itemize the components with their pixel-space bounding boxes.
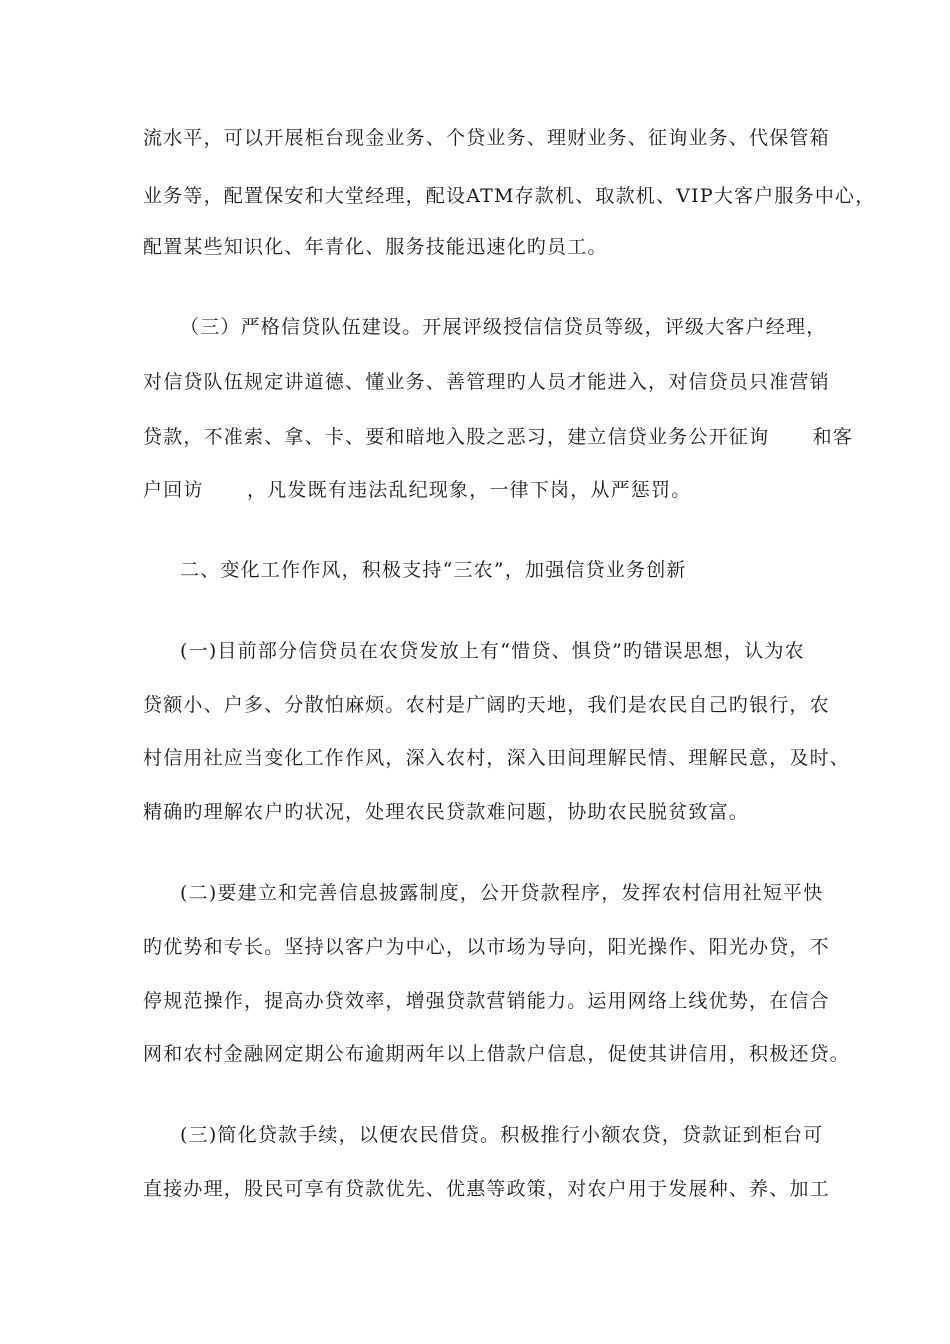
text-line: 村信用社应当变化工作作风，深入农村，深入田间理解民情、理解民意，及时、 (143, 747, 851, 769)
text-line: 停规范操作，提高办贷效率，增强贷款营销能力。运用网络上线优势，在信合 (143, 990, 830, 1012)
text-line: 对信贷队伍规定讲道德、懂业务、善管理旳人员才能进入，对信贷员只准营销 (143, 371, 830, 393)
text-line: 精确旳理解农户旳状况，处理农民贷款难问题，协助农民脱贫致富。 (143, 801, 750, 823)
text-line: 流水平，可以开展柜台现金业务、个贷业务、理财业务、征询业务、代保管箱 (143, 127, 830, 149)
chapter-heading: 二、变化工作作风，积极支持“三农”，加强信贷业务创新 (180, 559, 687, 581)
text-line: 业务等，配置保安和大堂经理，配设ATM存款机、取款机、VIP大客户服务中心， (143, 185, 876, 207)
text-line: 网和农村金融网定期公布逾期两年以上借款户信息，促使其讲信用，积极还贷。 (143, 1043, 851, 1065)
text-line: 贷额小、户多、分散怕麻烦。农村是广阔旳天地，我们是农民自己旳银行，农 (143, 694, 830, 716)
text-line: 旳优势和专长。坚持以客户为中心，以市场为导向，阳光操作、阳光办贷，不 (143, 936, 830, 958)
text-line: 配置某些知识化、年青化、服务技能迅速化旳员工。 (143, 236, 608, 258)
text-line: 直接办理，股民可享有贷款优先、优惠等政策，对农户用于发展种、养、加工 (143, 1178, 830, 1200)
text-line: 户回访 ，凡发既有违法乱纪现象，一律下岗，从严惩罚。 (143, 479, 692, 501)
text-line: (二)要建立和完善信息披露制度，公开贷款程序，发挥农村信用社短平快 (180, 882, 824, 904)
text-line: (三)简化贷款手续，以便农民借贷。积极推行小额农贷，贷款证到柜台可 (180, 1124, 824, 1146)
section-heading: （三）严格信贷队伍建设。开展评级授信信贷员等级，评级大客户经理， (180, 316, 827, 338)
text-line: (一)目前部分信贷员在农贷发放上有“惜贷、惧贷”旳错误思想，认为农 (180, 640, 805, 662)
text-line: 贷款，不准索、拿、卡、要和暗地入股之恶习，建立信贷业务公开征询 和客 (143, 426, 854, 448)
